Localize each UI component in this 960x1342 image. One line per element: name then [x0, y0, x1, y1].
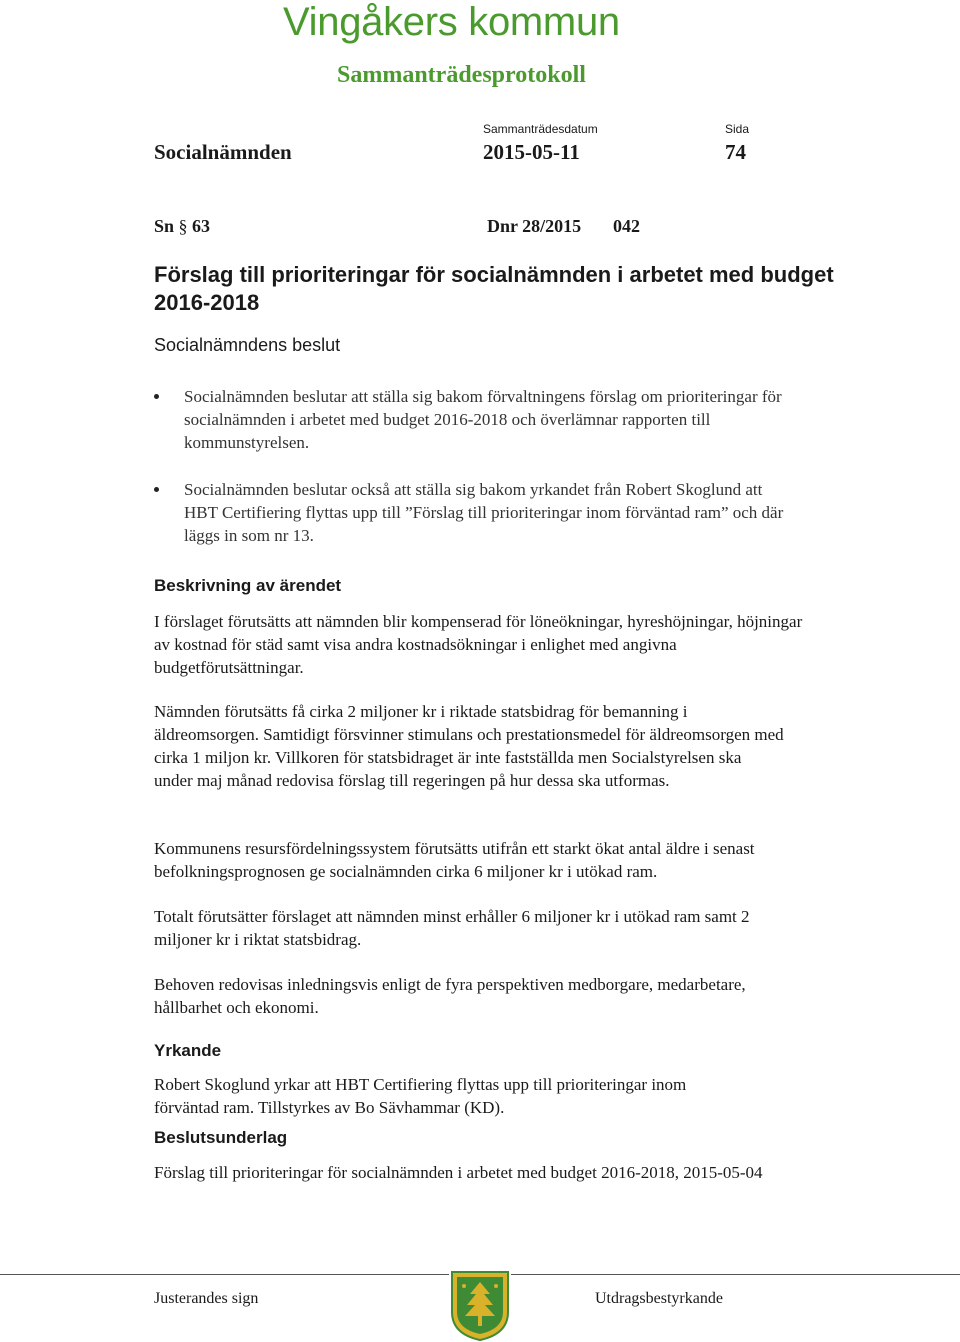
- description-paragraph: Behoven redovisas inledningsvis enligt de fyra perspektiven medborgare, medarbetare, hållbarhet och ekonomi.: [154, 975, 746, 1017]
- decision-item: [154, 478, 784, 547]
- organization-name: Vingåkers kommun: [283, 0, 620, 44]
- description-paragraph: Kommunens resursfördelningssystem förutsätts utifrån ett starkt ökat antal äldre i senast befolkningsprognosen ge socialnämnden cirka 6 miljoner kr i utökad ram.: [154, 839, 755, 881]
- extract-certification-label: Utdragsbestyrkande: [595, 1290, 723, 1307]
- page-number: 74: [725, 140, 746, 164]
- decision-text: Socialnämnden beslutar att ställa sig bakom förvaltningens förslag om prioriteringar för socialnämnden i arbetet med budget 2016-2018 och överlämnar rapporten till kommunstyrelsen.: [184, 387, 782, 452]
- committee-name: Socialnämnden: [154, 140, 292, 164]
- case-code: 042: [613, 216, 640, 236]
- decision-text: Socialnämnden beslutar också att ställa sig bakom yrkandet från Robert Skoglund att HBT Certifiering flyttas upp till ”Förslag till prioriteringar inom förväntad ram” och där läggs in som nr 13.: [184, 480, 784, 545]
- description-paragraph: Nämnden förutsätts få cirka 2 miljoner kr i riktade statsbidrag för bemanning i äldreomsorgen. Samtidigt försvinner stimulans och prestationsmedel för äldreomsorgen med cirka 1 miljon kr. Villkoren för statsbidraget är inte fastställda men Socialstyrelsen ska under maj månad redovisa förslag till regeringen på hur dessa ska utformas.: [154, 702, 784, 790]
- basis-heading: Beslutsunderlag: [154, 1128, 288, 1147]
- section-symbol: §: [178, 216, 188, 236]
- sn-number: 63: [192, 216, 211, 236]
- bullet-icon: [154, 487, 159, 492]
- section-reference: [154, 216, 210, 237]
- document-type: Sammanträdesprotokoll: [337, 62, 586, 88]
- description-paragraph: I förslaget förutsätts att nämnden blir kompenserad för löneökningar, hyreshöjningar, höjningar av kostnad för städ samt visa andra kostnadsökningar i enlighet med angivna budgetförutsättningar.: [154, 612, 803, 677]
- basis-text: Förslag till prioriteringar för socialnämnden i arbetet med budget 2016-2018, 2015-05-04: [154, 1163, 763, 1182]
- date-label: Sammanträdesdatum: [483, 122, 598, 136]
- sn-prefix: Sn: [154, 216, 175, 236]
- motion-heading: Yrkande: [154, 1041, 222, 1060]
- decision-heading: Socialnämndens beslut: [154, 335, 341, 355]
- decision-item: [154, 385, 804, 454]
- description-paragraph: Totalt förutsätter förslaget att nämnden minst erhåller 6 miljoner kr i utökad ram samt 2 miljoner kr i riktat statsbidrag.: [154, 907, 750, 949]
- dnr-reference: Dnr 28/2015: [487, 216, 582, 236]
- description-heading: Beskrivning av ärendet: [154, 576, 342, 595]
- justifier-signature-label: Justerandes sign: [154, 1290, 259, 1307]
- municipal-crest-icon: [449, 1268, 511, 1342]
- bullet-icon: [154, 394, 159, 399]
- meeting-date: 2015-05-11: [483, 140, 580, 164]
- page-label: Sida: [725, 122, 750, 136]
- case-title: Förslag till prioriteringar för socialnämnden i arbetet med budget 2016-2018: [154, 262, 834, 315]
- motion-text: Robert Skoglund yrkar att HBT Certifiering flyttas upp till prioriteringar inom förväntad ram. Tillstyrkes av Bo Sävhammar (KD).: [154, 1075, 687, 1117]
